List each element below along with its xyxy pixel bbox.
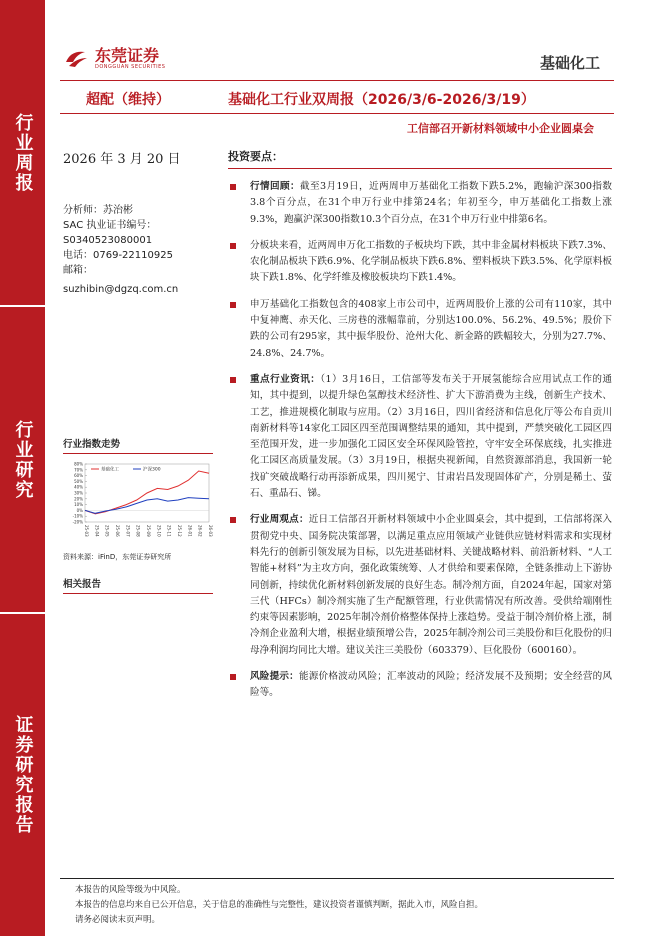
x-tick-label: 25-05 <box>104 525 110 537</box>
y-tick-label: 50% <box>74 478 83 484</box>
sidebar-band-securities <box>0 614 45 936</box>
y-tick-label: 10% <box>74 502 83 508</box>
company-logo <box>63 48 165 70</box>
key-point-text: 分板块来看，近两周申万化工指数的子板块均下跌，其中非金属材料板块下跌7.3%、农化制品板块下跌6.9%、化学制品板块下跌6.8%、塑料板块下跌3.5%、化学原料板块下跌1.8%、化学纤维及橡胶板块均下跌1.4%。 <box>250 239 612 284</box>
y-tick-label: -20% <box>72 519 83 525</box>
key-point-text: 申万基础化工指数包含的408家上市公司中，近两周股价上涨的公司有110家，其中中复神鹰、赤天化、三房巷的涨幅靠前，分别达100.0%、56.2%、49.5%；股价下跌的公司有295家，其中振华股份、沧州大化、新金路的跌幅较大，分别为27.7%、24.8%、24.7%。 <box>250 298 612 359</box>
x-tick-label: 26-01 <box>187 525 193 537</box>
page-title: 基础化工行业双周报（2026/3/6-2026/3/19） <box>228 92 535 108</box>
key-point-lead: 行业周观点： <box>250 514 309 526</box>
x-tick-label: 25-08 <box>135 525 141 537</box>
logo-mark-icon <box>63 48 89 70</box>
analyst-email[interactable]: suzhibin@dgzq.com.cn <box>63 284 179 295</box>
analyst-sac-label: SAC 执业证书编号： <box>63 220 157 231</box>
key-point-lead: 风险提示： <box>250 671 299 683</box>
y-tick-label: -10% <box>72 513 83 519</box>
key-point-text: 截至3月19日，近两周申万基础化工指数下跌5.2%，跑输沪深300指数3.8个百分点，在31个申万行业中排第24名；年初至今，申万基础化工指数上涨9.3%，跑赢沪深300指数10.3个百分点，在31个申万行业中排第6名。 <box>250 181 612 225</box>
sidebar-band-securities-label: 证券研究报告 <box>12 715 34 835</box>
y-tick-label: 40% <box>74 484 83 490</box>
x-tick-label: 25-04 <box>94 525 100 537</box>
key-points <box>228 148 612 712</box>
bullet-square-icon <box>230 302 236 308</box>
x-tick-label: 26-03 <box>208 525 213 537</box>
index-chart <box>63 458 213 550</box>
y-tick-label: 60% <box>74 473 83 479</box>
footer-rule <box>60 878 614 879</box>
legend-label: 基础化工 <box>101 467 119 473</box>
key-points-list <box>228 179 612 702</box>
rating: 超配（维持） <box>86 92 170 108</box>
y-tick-label: 70% <box>74 467 83 473</box>
key-point-item <box>228 179 612 228</box>
related-reports <box>63 576 213 594</box>
title-rule <box>60 113 614 114</box>
bullet-square-icon <box>230 674 236 680</box>
key-point-text: 近日工信部召开新材料领域中小企业圆桌会，其中提到，工信部将深入贯彻党中央、国务院决策部署，以满足重点应用领域产业链供应链材料需求和实现材料先行的创新引领发展为目标，以先进基础材料、关键战略材料、前沿新材料、“人工智能+材料”为主攻方向，强化政策统筹、人才供给和要素保障，全链条推动上下游协同创新，持续优化新材料创新发展的良好生态。制冷剂方面，自2024年起，国家对第三代（HFCs）制冷剂实施了生产配额管理，行业供需情况有所改善。受供给端刚性约束等因素影响，2025年制冷剂价格整体保持上涨趋势。受益于制冷剂价格上涨，制冷剂企业盈利大增，根据业绩预增公告，2025年制冷剂公司三美股份和巨化股份的归母净利润均同比大增。建议关注三美股份（603379）、巨化股份（600160）。 <box>250 514 612 656</box>
x-tick-label: 25-12 <box>177 525 182 537</box>
x-tick-label: 25-09 <box>146 525 151 537</box>
sidebar-band-research <box>0 307 45 612</box>
report-date: 2026 年 3 月 20 日 <box>63 152 181 167</box>
y-tick-label: 20% <box>74 496 83 502</box>
sidebar-band-weekly <box>0 0 45 305</box>
index-chart-section <box>63 436 213 562</box>
footer-line: 请务必阅读末页声明。 <box>75 915 161 925</box>
footer-line: 本报告的信息均来自已公开信息，关于信息的准确性与完整性，建议投资者谨慎判断，据此入市，风险自担。 <box>75 900 484 910</box>
related-heading: 相关报告 <box>63 576 213 594</box>
analyst-email-label: 邮箱： <box>63 265 93 276</box>
analyst-sac-no: S0340523080001 <box>63 235 153 246</box>
header-rule <box>60 80 614 81</box>
sidebar-band-research-label: 行业研究 <box>12 419 34 500</box>
left-column <box>63 148 213 297</box>
y-tick-label: 0% <box>76 507 83 513</box>
x-tick-label: 25-03 <box>84 525 89 537</box>
legend-label: 沪深300 <box>143 467 161 473</box>
x-tick-label: 25-10 <box>156 525 162 537</box>
chart-heading: 行业指数走势 <box>63 436 213 454</box>
footer <box>75 883 483 928</box>
analyst-phone: 电话：0769-22110925 <box>63 250 173 261</box>
key-point-text: 能源价格波动风险；汇率波动的风险；经济发展不及预期；安全经营的风险等。 <box>250 671 613 699</box>
header-sector: 基础化工 <box>539 54 600 72</box>
logo-text-cn: 东莞证券 <box>95 46 160 65</box>
key-point-lead: 重点行业资讯： <box>250 373 321 385</box>
logo-text-en: DONGGUAN SECURITIES <box>95 64 166 70</box>
y-tick-label: 30% <box>74 490 83 496</box>
key-point-item <box>228 372 612 502</box>
key-point-item <box>228 512 612 659</box>
bullet-square-icon <box>230 517 236 523</box>
x-tick-label: 25-06 <box>115 525 120 537</box>
sidebar-band-weekly-label: 行业周报 <box>12 112 34 193</box>
analyst-info <box>63 203 213 297</box>
key-point-text: （1）3月16日，工信部等发布关于开展氢能综合应用试点工作的通知，其中提到，以提升绿色氢醇技术经济性、扩大下游消费为主线，创新生产技术、工艺，推进规模化制取与应用。（2）3月16日，四川省经济和信息化厅等公布自贡川南新材料等14家化工园区四至范围调整结果的通知，其中提到，严禁突破化工园区四至范围开发，进一步加强化工园区安全环保风险管控，守牢安全环保底线，扎实推进化工园区高质量发展。（3）3月19日，根据央视新闻，自然资源部消息，我国新一轮找矿突破战略行动再添新成果，四川冕宁、甘肃岩昌发现固体矿产，分别是稀土、萤石、重晶石、锑。 <box>250 373 612 500</box>
key-point-item <box>228 297 612 362</box>
key-point-item <box>228 238 612 287</box>
x-tick-label: 25-07 <box>125 525 131 537</box>
analyst-name: 分析师：苏治彬 <box>63 205 133 216</box>
series-line <box>85 498 209 514</box>
key-point-item <box>228 669 612 702</box>
chart-source: 资料来源：iFinD，东莞证券研究所 <box>63 553 172 561</box>
x-tick-label: 25-11 <box>166 525 172 537</box>
footer-line: 本报告的风险等级为中风险。 <box>75 885 186 895</box>
key-point-lead: 行情回顾： <box>250 181 300 192</box>
y-tick-label: 80% <box>74 461 83 467</box>
x-tick-label: 26-02 <box>197 525 203 537</box>
bullet-square-icon <box>230 184 236 190</box>
bullet-square-icon <box>230 377 236 383</box>
page-subtitle: 工信部召开新材料领域中小企业圆桌会 <box>407 122 594 135</box>
series-line <box>85 471 209 514</box>
bullet-square-icon <box>230 243 236 249</box>
key-points-heading: 投资要点： <box>228 148 612 169</box>
